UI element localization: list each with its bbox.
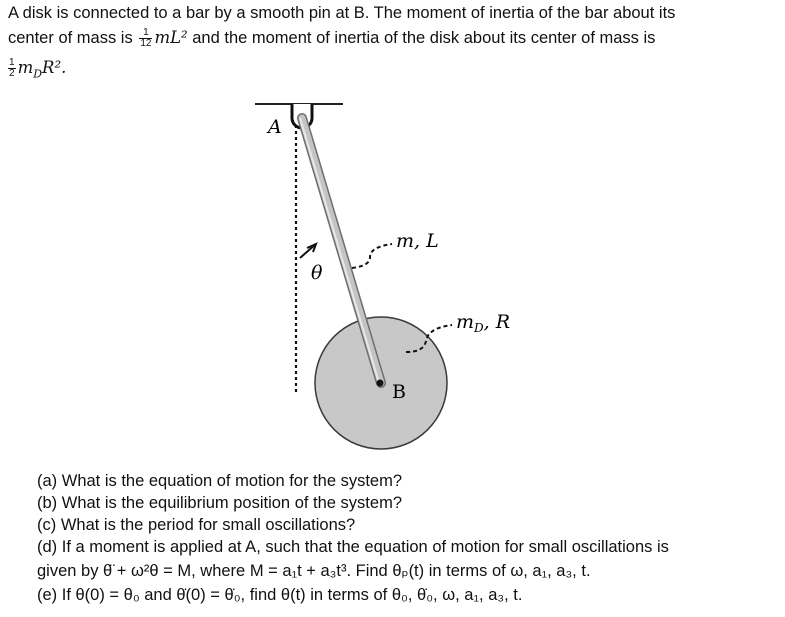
- intro-line-2-b: mL²: [154, 28, 188, 47]
- question-d: (d) If a moment is applied at A, such that the equation of motion for small oscillations is: [37, 538, 669, 556]
- frac-den: 12: [140, 38, 152, 50]
- intro-line-2-a: center of mass is: [8, 29, 133, 47]
- bar-label-leader: [352, 244, 392, 268]
- intro-line-3-b: R².: [42, 58, 67, 77]
- frac-den: 2: [9, 68, 15, 80]
- label-B: B: [392, 381, 406, 403]
- label-A: A: [268, 116, 282, 138]
- question-e: (e) If θ(0) = θ₀ and θ̇(0) = θ̇₀, find θ(t) in terms of θ₀, θ̇₀, ω, a₁, a₃, t.: [37, 586, 523, 604]
- question-c: (c) What is the period for small oscillations?: [37, 516, 356, 534]
- label-bar-mass-length: m, L: [396, 230, 439, 252]
- question-d-continued: given by θ̈ + ω²θ = M, where M = a₁t + a₃t³. Find θₚ(t) in terms of ω, a₁, a₃, t.: [37, 562, 591, 580]
- pin-B: [377, 380, 384, 387]
- frac-num: 1: [139, 28, 152, 39]
- intro-line-2-c: and the moment of inertia of the disk about its center of mass is: [192, 29, 656, 47]
- frac-num: 1: [9, 57, 15, 69]
- disk-sub: D: [474, 321, 484, 335]
- intro-line-3-sub: D: [33, 67, 43, 81]
- label-theta: θ: [311, 262, 323, 284]
- intro-line-1-text: A disk is connected to a bar by a smooth pin at B. The moment of inertia of the bar about its: [8, 4, 676, 22]
- label-disk-mass-radius: [456, 311, 510, 335]
- intro-line-3-m: m: [17, 58, 34, 77]
- disk-m: m: [456, 311, 475, 333]
- disk-R: , R: [483, 311, 511, 333]
- question-a: (a) What is the equation of motion for the system?: [37, 472, 403, 490]
- question-b: (b) What is the equilibrium position of the system?: [37, 494, 402, 512]
